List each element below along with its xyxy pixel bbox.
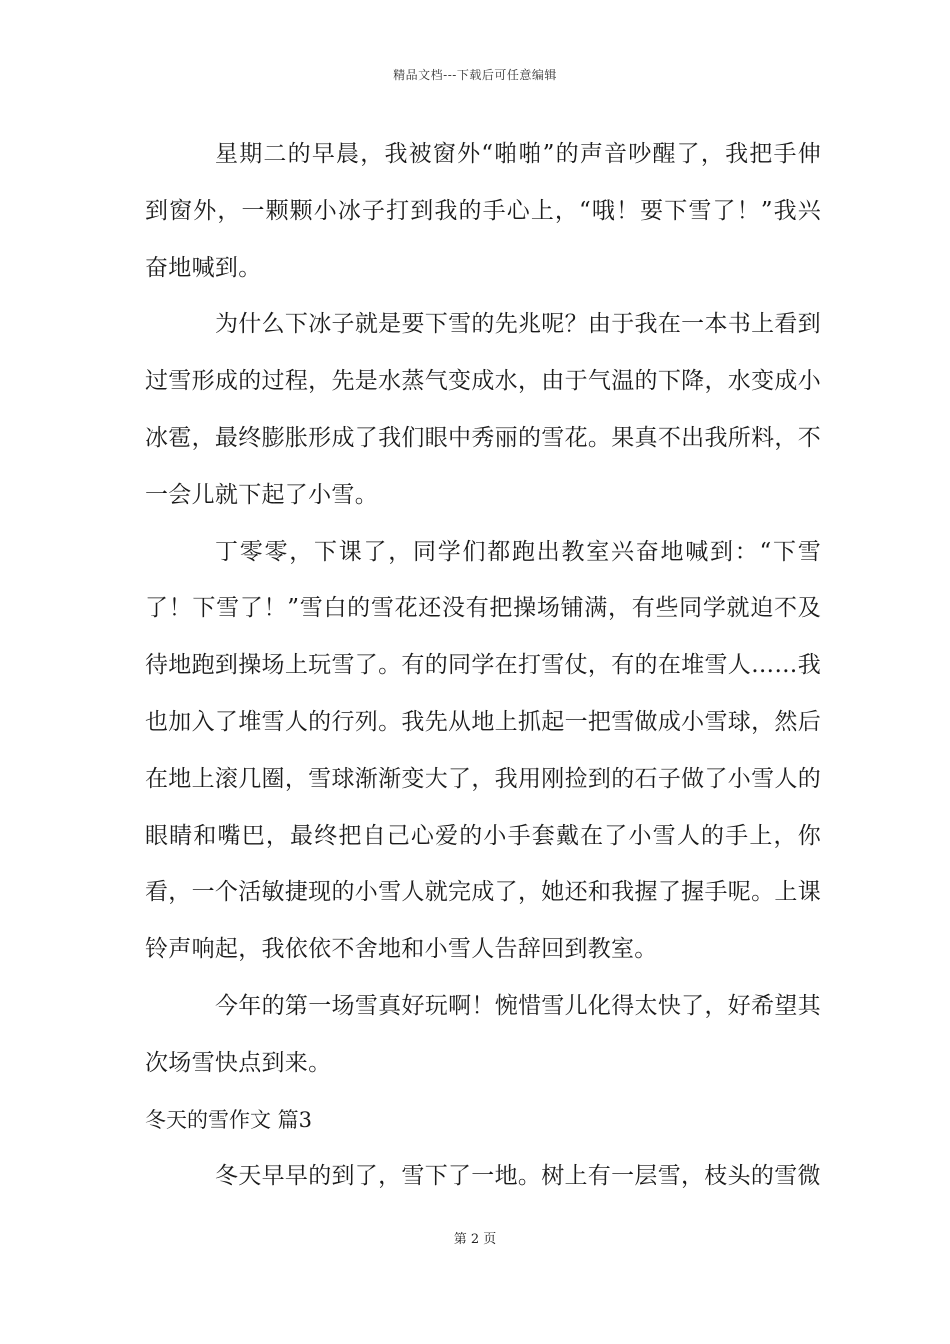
paragraph-5: 冬天早早的到了，雪下了一地。树上有一层雪，枝头的雪微 <box>215 1163 821 1190</box>
document-body <box>145 126 821 1205</box>
page-header: 精品文档---下载后可任意编辑 <box>393 68 557 82</box>
paragraph-1: 星期二的早晨，我被窗外“啪啪”的声音吵醒了，我把手伸到窗外，一颗颗小冰子打到我的手心上，“哦！要下雪了！”我兴奋地喊到。 <box>145 141 821 281</box>
paragraph-2: 为什么下冰子就是要下雪的先兆呢？由于我在一本书上看到过雪形成的过程，先是水蒸气变成水，由于气温的下降，水变成小冰雹，最终膨胀形成了我们眼中秀丽的雪花。果真不出我所料，不一会儿就下起了小雪。 <box>145 311 821 508</box>
paragraph-4: 今年的第一场雪真好玩啊！惋惜雪儿化得太快了，好希望其次场雪快点到来。 <box>145 992 821 1076</box>
page-number: 第 2 页 <box>453 1232 497 1247</box>
paragraph-3: 丁零零，下课了，同学们都跑出教室兴奋地喊到：“下雪了！下雪了！”雪白的雪花还没有把操场铺满，有些同学就迫不及待地跑到操场上玩雪了。有的同学在打雪仗，有的在堆雪人……我也加入了堆雪人的行列。我先从地上抓起一把雪做成小雪球，然后在地上滚几圈，雪球渐渐变大了，我用刚捡到的石子做了小雪人的眼睛和嘴巴，最终把自己心爱的小手套戴在了小雪人的手上，你看，一个活敏捷现的小雪人就完成了，她还和我握了握手呢。上课铃声响起，我依依不舍地和小雪人告辞回到教室。 <box>145 538 821 963</box>
section-heading: 冬天的雪作文 篇3 <box>145 1107 313 1132</box>
